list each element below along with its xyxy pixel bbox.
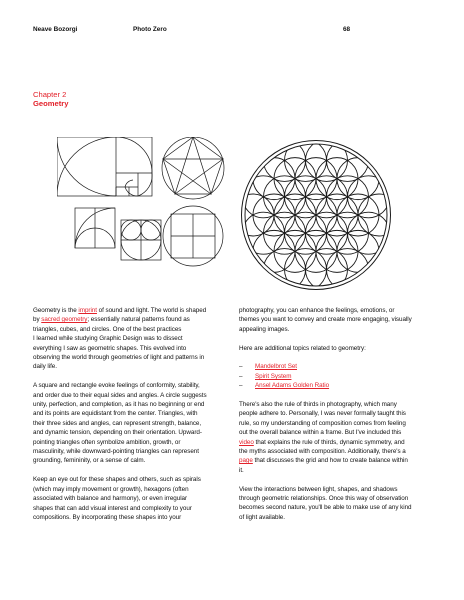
chapter-heading <box>33 90 68 109</box>
ansel-adams-golden-ratio-link[interactable]: Ansel Adams Golden Ratio <box>255 382 330 390</box>
topics-list <box>239 362 444 390</box>
mandelbrot-set-link[interactable]: Mandelbrot Set <box>255 363 298 371</box>
list-item: – Spirit System <box>239 372 292 380</box>
video-link[interactable]: video <box>239 438 254 446</box>
chapter-label: Chapter 2 <box>33 90 67 99</box>
paragraph-rule-of-thirds: There's also the rule of thirds in photography, which many people adhere to. Personally, I was never formally taught this rule, so my understanding of composition comes from feeling out the overall balance within a frame. But I've included this video that explains the rule of thirds, dynamic symmetry, and the myths associated with composition. Additionally, there's a page that discusses the grid and how to create balance within it. <box>239 401 408 474</box>
paragraph-additional-topics: Here are additional topics related to geometry: <box>239 344 366 352</box>
header-page-number: 68 <box>343 26 351 33</box>
geometry-shapes-figure <box>57 137 229 267</box>
header-book-title: Photo Zero <box>133 26 167 33</box>
imprint-link[interactable]: imprint <box>78 307 97 314</box>
chapter-title: Geometry <box>33 99 69 109</box>
flower-circle <box>358 194 393 236</box>
golden-spiral-diagram <box>57 137 152 196</box>
paragraph-other-shapes: Keep an eye out for these shapes and others, such as spirals (which may imply movement or growth), hexagons (often associated with balance and harmony), or even irregular shapes that can add visual interest and complexity to your compositions. By incorporating these shapes into your <box>33 476 201 521</box>
sacred-geometry-link[interactable]: sacred geometry <box>41 316 88 324</box>
pentagram-diagram <box>162 137 224 199</box>
flower-of-life-figure <box>239 138 393 292</box>
paragraph-light-shapes: View the interactions between light, shapes, and shadows through geometric relationships. Once this way of observation becomes second nature, you'll be able to make use of any kind of light available. <box>239 485 412 521</box>
left-column <box>33 306 238 532</box>
circle-grid-diagram <box>163 206 223 266</box>
page-link[interactable]: page <box>239 457 253 465</box>
right-column <box>239 306 444 532</box>
list-item: – Mandelbrot Set <box>239 363 298 371</box>
header-author: Neave Bozorgi <box>33 26 78 33</box>
list-item: – Ansel Adams Golden Ratio <box>239 382 330 390</box>
flower-circle <box>239 194 274 236</box>
paragraph-geometry-intro: Geometry is the imprint of sound and light. The world is shaped by sacred geometry; essentially natural patterns found as triangles, cubes, and circles. One of the best practices I learned while studying Graphic Design was to dissect everything I saw as geometric shapes. This evolved into observing the world through geometries of light and patterns in daily life. <box>33 307 207 371</box>
double-circle-diagram <box>121 220 161 260</box>
paragraph-photography-themes: photography, you can enhance the feelings, emotions, or themes you want to convey and create more engaging, visually appealing images. <box>239 307 412 333</box>
circle-square-diagram <box>75 208 115 248</box>
spirit-system-link[interactable]: Spirit System <box>255 372 292 380</box>
paragraph-shape-meanings: A square and rectangle evoke feelings of conformity, stability, and order due to their equal sides and angles. A circle suggests unity, perfection, and completion, as it has no beginning or end and its points are equidistant from the center. Triangles, with their three sides and angles, can represent strength, balance, and dynamic tension, depending on their orientation. Upward- pointing triangles often symbolize ambition, growth, or masculinity, while downward-pointing triangles can represent grounding, femininity, or a sense of calm. <box>33 382 207 465</box>
